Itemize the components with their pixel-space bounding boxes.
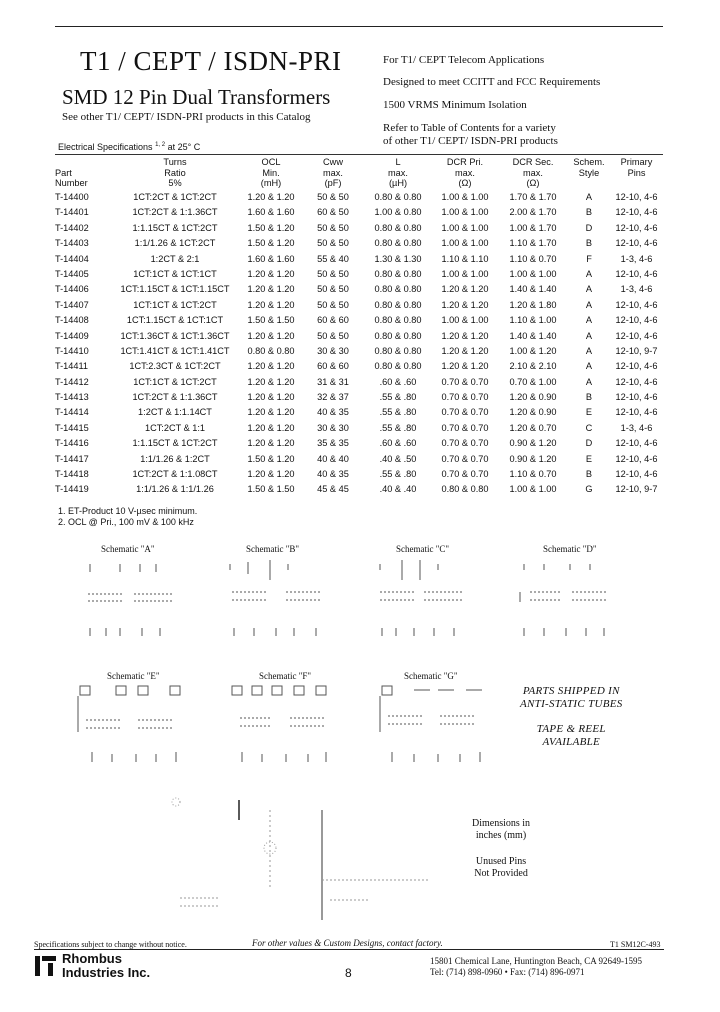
- table-row: [55, 223, 663, 238]
- table-cell: A: [585, 315, 593, 326]
- table-cell: 12-10, 4-6: [615, 438, 658, 449]
- table-cell: 0.70 & 0.70: [441, 392, 489, 403]
- table-cell: T-14400: [55, 192, 89, 202]
- table-row: [55, 300, 663, 315]
- table-cell: 1CT:2CT & 1:1.08CT: [132, 469, 218, 480]
- table-cell: T-14408: [55, 315, 89, 326]
- table-cell: 1:1/1.26 & 1:1/1.26: [136, 484, 214, 495]
- table-cell: 60 & 60: [317, 315, 349, 326]
- feature-line: Refer to Table of Contents for a variety: [383, 122, 556, 134]
- table-cell: 1.10 & 1.10: [441, 253, 489, 264]
- table-row: [55, 484, 663, 499]
- schematic-e-diagram: [76, 682, 196, 772]
- table-cell: 1CT:1CT & 1CT:1CT: [133, 268, 217, 279]
- feature-line: 1500 VRMS Minimum Isolation: [383, 99, 527, 111]
- table-cell: .40 & .50: [379, 453, 417, 464]
- page-title: T1 / CEPT / ISDN-PRI: [80, 46, 342, 76]
- table-cell: 1-3, 4-6: [620, 422, 653, 433]
- table-cell: B: [585, 238, 593, 249]
- table-cell: 1.00 & 1.00: [441, 238, 489, 249]
- table-row: [55, 469, 663, 484]
- table-cell: 2.10 & 2.10: [509, 361, 557, 372]
- table-cell: 0.70 & 0.70: [441, 376, 489, 387]
- table-cell: 1.50 & 1.20: [247, 238, 295, 249]
- note-1: 1. ET-Product 10 V-µsec minimum.: [58, 506, 198, 516]
- table-cell: 0.80 & 0.80: [374, 315, 422, 326]
- table-cell: 0.70 & 0.70: [441, 453, 489, 464]
- table-cell: .40 & .40: [379, 484, 417, 495]
- table-cell: T-14404: [55, 253, 89, 264]
- table-cell: 0.80 & 0.80: [374, 238, 422, 249]
- table-cell: F: [586, 253, 592, 264]
- schematic-b-title: Schematic "B": [246, 544, 300, 554]
- table-cell: B: [585, 207, 593, 218]
- table-cell: 1CT:1CT & 1CT:2CT: [133, 299, 217, 310]
- shipping-line: TAPE & REEL: [536, 723, 606, 735]
- table-cell: T-14403: [55, 238, 89, 249]
- table-cell: 1.20 & 1.20: [247, 268, 295, 279]
- table-cell: T-14407: [55, 299, 89, 310]
- table-cell: 1.20 & 0.90: [509, 407, 557, 418]
- table-cell: 1.20 & 0.90: [509, 392, 557, 403]
- table-cell: T-14413: [55, 392, 89, 403]
- table-cell: A: [585, 345, 593, 356]
- table-cell: 1.20 & 1.20: [247, 376, 295, 387]
- schematic-d-diagram: [516, 556, 616, 644]
- table-row: [55, 284, 663, 299]
- table-cell: 1:2CT & 2:1: [150, 253, 200, 264]
- table-cell: 2.00 & 1.70: [509, 207, 557, 218]
- spec-rule: [55, 154, 663, 155]
- schematic-g-title: Schematic "G": [404, 671, 458, 681]
- table-cell: T-14405: [55, 268, 89, 279]
- table-cell: 0.80 & 0.80: [374, 268, 422, 279]
- table-cell: 12-10, 4-6: [615, 192, 658, 202]
- table-row: [55, 438, 663, 453]
- column-header: DCR Pri. max. (Ω): [446, 157, 484, 188]
- table-cell: 0.70 & 0.70: [441, 422, 489, 433]
- table-row: [55, 361, 663, 376]
- table-cell: 40 & 35: [317, 407, 349, 418]
- column-header: Primary Pins: [620, 157, 653, 178]
- table-cell: 1.00 & 1.00: [441, 268, 489, 279]
- table-cell: 1CT:2.3CT & 1CT:2CT: [129, 361, 221, 372]
- table-cell: 0.80 & 0.80: [374, 361, 422, 372]
- table-cell: T-14406: [55, 284, 89, 295]
- shipping-line: PARTS SHIPPED IN: [522, 685, 620, 697]
- table-cell: 1.10 & 1.70: [509, 238, 557, 249]
- table-cell: 1.20 & 1.20: [441, 345, 489, 356]
- table-cell: 1:2CT & 1:1.14CT: [138, 407, 212, 418]
- table-cell: 1.10 & 0.70: [509, 253, 557, 264]
- spec-table: [55, 157, 663, 500]
- table-cell: 1.10 & 1.00: [509, 315, 557, 326]
- shipping-note: [520, 685, 623, 749]
- table-cell: 1.50 & 1.20: [247, 453, 295, 464]
- table-row: [55, 331, 663, 346]
- table-cell: 1.00 & 1.20: [509, 345, 557, 356]
- top-rule: [55, 26, 663, 27]
- table-cell: 0.80 & 0.80: [374, 192, 422, 202]
- table-cell: 50 & 50: [317, 192, 349, 202]
- schematic-b-diagram: [224, 556, 334, 644]
- table-cell: 1CT:1.15CT & 1CT:1CT: [126, 315, 224, 326]
- table-cell: 1:1/1.26 & 1CT:2CT: [134, 238, 216, 249]
- rhombus-logo-icon: [34, 954, 58, 978]
- table-cell: 12-10, 4-6: [615, 268, 658, 279]
- table-cell: 40 & 35: [317, 469, 349, 480]
- column-header: Part Number: [55, 167, 88, 188]
- dimensions-line: Unused Pins: [475, 856, 527, 867]
- page-subtitle: SMD 12 Pin Dual Transformers: [62, 85, 331, 109]
- table-cell: 0.80 & 0.80: [247, 345, 295, 356]
- schematic-c-title: Schematic "C": [396, 544, 450, 554]
- table-cell: 1.60 & 1.60: [247, 253, 295, 264]
- schematic-a-title: Schematic "A": [101, 544, 155, 554]
- table-cell: T-14410: [55, 345, 89, 356]
- table-cell: 45 & 45: [317, 484, 349, 495]
- table-cell: .60 & .60: [379, 438, 417, 449]
- table-cell: 0.90 & 1.20: [509, 453, 557, 464]
- table-cell: 0.80 & 0.80: [374, 284, 422, 295]
- table-cell: A: [585, 192, 593, 202]
- table-cell: A: [585, 361, 593, 372]
- table-cell: 1.30 & 1.30: [374, 253, 422, 264]
- table-cell: 12-10, 4-6: [615, 407, 658, 418]
- schematic-e-title: Schematic "E": [107, 671, 160, 681]
- table-row: [55, 346, 663, 361]
- table-cell: T-14416: [55, 438, 89, 449]
- table-cell: 1.20 & 1.20: [247, 469, 295, 480]
- table-cell: 1.20 & 1.20: [247, 438, 295, 449]
- shipping-line: ANTI-STATIC TUBES: [520, 698, 623, 710]
- table-cell: 32 & 37: [317, 392, 349, 403]
- table-cell: 1.00 & 1.00: [441, 222, 489, 233]
- table-cell: T-14418: [55, 469, 89, 480]
- table-cell: 1.20 & 1.20: [441, 361, 489, 372]
- table-cell: B: [585, 469, 593, 480]
- table-cell: A: [585, 268, 593, 279]
- table-cell: 1.20 & 1.20: [247, 422, 295, 433]
- table-cell: D: [585, 222, 593, 233]
- table-cell: 0.70 & 1.00: [509, 376, 557, 387]
- table-cell: 1-3, 4-6: [620, 284, 653, 295]
- table-cell: 12-10, 4-6: [615, 238, 658, 249]
- table-cell: 12-10, 4-6: [615, 315, 658, 326]
- table-cell: 1.20 & 1.80: [509, 299, 557, 310]
- table-cell: 1.20 & 1.20: [441, 284, 489, 295]
- dimensions-line: Not Provided: [474, 868, 528, 879]
- table-row: [55, 423, 663, 438]
- table-cell: 1.20 & 1.20: [247, 407, 295, 418]
- dimensions-line: Dimensions in: [472, 818, 531, 829]
- spec-header-row: [55, 157, 663, 192]
- table-cell: 50 & 50: [317, 222, 349, 233]
- table-cell: 1.20 & 1.20: [247, 330, 295, 341]
- table-cell: 1.00 & 1.00: [441, 207, 489, 218]
- table-row: [55, 192, 663, 207]
- table-row: [55, 269, 663, 284]
- table-row: [55, 407, 663, 422]
- table-cell: 12-10, 4-6: [615, 376, 658, 387]
- table-cell: 1:1/1.26 & 1:2CT: [140, 453, 210, 464]
- feature-line: Designed to meet CCITT and FCC Requirements: [383, 76, 601, 88]
- table-cell: 50 & 50: [317, 299, 349, 310]
- package-drawing: [150, 780, 460, 930]
- company-name: Rhombus Industries Inc.: [62, 951, 151, 980]
- column-header: OCL Min. (mH): [260, 157, 282, 188]
- table-cell: 0.70 & 0.70: [441, 407, 489, 418]
- table-cell: 1-3, 4-6: [620, 253, 653, 264]
- table-cell: 0.70 & 0.70: [441, 469, 489, 480]
- table-cell: 1.00 & 1.00: [441, 315, 489, 326]
- table-cell: 1.00 & 1.00: [441, 192, 489, 202]
- table-cell: A: [585, 376, 593, 387]
- table-cell: B: [585, 392, 593, 403]
- table-cell: 1.20 & 1.20: [247, 361, 295, 372]
- table-cell: 1.50 & 1.20: [247, 222, 295, 233]
- table-cell: .55 & .80: [379, 407, 417, 418]
- table-cell: 0.90 & 1.20: [509, 438, 557, 449]
- table-cell: 1.10 & 0.70: [509, 469, 557, 480]
- company-address: 15801 Chemical Lane, Huntington Beach, CA 92649-1595 Tel: (714) 898-0960 • Fax: (714) 896-0971: [430, 956, 642, 977]
- table-cell: G: [585, 484, 593, 495]
- table-cell: 1CT:1CT & 1CT:2CT: [133, 376, 217, 387]
- table-cell: 1:1.15CT & 1CT:2CT: [132, 222, 218, 233]
- table-cell: 1.00 & 1.70: [509, 222, 557, 233]
- table-cell: E: [585, 407, 593, 418]
- table-cell: 60 & 60: [317, 361, 349, 372]
- table-cell: 0.70 & 0.70: [441, 438, 489, 449]
- table-cell: 1CT:1.36CT & 1CT:1.36CT: [120, 330, 230, 341]
- table-cell: 50 & 50: [317, 284, 349, 295]
- disclaimer: Specifications subject to change without notice.: [34, 940, 187, 949]
- page-number: 8: [345, 966, 352, 980]
- table-cell: 1.20 & 0.70: [509, 422, 557, 433]
- schematic-g-diagram: [378, 682, 498, 772]
- table-cell: 12-10, 4-6: [615, 453, 658, 464]
- column-header: L max. (µH): [388, 157, 408, 188]
- feature-line: For T1/ CEPT Telecom Applications: [383, 54, 545, 66]
- catalog-note: See other T1/ CEPT/ ISDN-PRI products in this Catalog: [62, 111, 311, 123]
- table-cell: T-14414: [55, 407, 89, 418]
- table-cell: D: [585, 438, 593, 449]
- table-cell: 1.40 & 1.40: [509, 284, 557, 295]
- table-cell: T-14412: [55, 376, 89, 387]
- table-cell: 12-10, 4-6: [615, 361, 658, 372]
- table-cell: 1.20 & 1.20: [441, 299, 489, 310]
- column-header: Turns Ratio 5%: [163, 157, 187, 188]
- table-cell: 12-10, 9-7: [615, 345, 658, 356]
- column-header: Schem. Style: [573, 157, 605, 178]
- table-cell: 50 & 50: [317, 330, 349, 341]
- table-cell: 1CT:2CT & 1:1.36CT: [132, 207, 218, 218]
- table-cell: 1:1.15CT & 1CT:2CT: [132, 438, 218, 449]
- table-cell: T-14411: [55, 361, 89, 372]
- table-row: [55, 454, 663, 469]
- table-cell: A: [585, 299, 593, 310]
- table-cell: 1CT:2CT & 1:1.36CT: [132, 392, 218, 403]
- table-cell: 1.50 & 1.50: [247, 484, 295, 495]
- table-cell: 1CT:2CT & 1CT:2CT: [133, 192, 217, 202]
- table-cell: 1.70 & 1.70: [509, 192, 557, 202]
- table-cell: T-14409: [55, 330, 89, 341]
- table-cell: 31 & 31: [317, 376, 349, 387]
- table-cell: 0.80 & 0.80: [374, 345, 422, 356]
- table-cell: .55 & .80: [379, 422, 417, 433]
- table-cell: T-14415: [55, 422, 89, 433]
- table-cell: 1CT:1.15CT & 1CT:1.15CT: [120, 284, 230, 295]
- table-cell: 12-10, 9-7: [615, 484, 658, 495]
- table-cell: A: [585, 284, 593, 295]
- bottom-rule: [34, 949, 664, 950]
- table-cell: 40 & 40: [317, 453, 349, 464]
- table-cell: 1CT:1.41CT & 1CT:1.41CT: [120, 345, 230, 356]
- feature-line: of other T1/ CEPT/ ISDN-PRI products: [383, 135, 558, 147]
- table-cell: 0.80 & 0.80: [374, 330, 422, 341]
- table-cell: 1.50 & 1.50: [247, 315, 295, 326]
- table-row: [55, 238, 663, 253]
- table-cell: 0.80 & 0.80: [374, 299, 422, 310]
- schematic-f-diagram: [228, 682, 348, 772]
- table-cell: 12-10, 4-6: [615, 392, 658, 403]
- table-cell: 12-10, 4-6: [615, 222, 658, 233]
- table-cell: 50 & 50: [317, 238, 349, 249]
- table-cell: 1.00 & 1.00: [509, 268, 557, 279]
- table-cell: 1.20 & 1.20: [247, 299, 295, 310]
- schematic-d-title: Schematic "D": [543, 544, 597, 554]
- table-cell: 12-10, 4-6: [615, 207, 658, 218]
- custom-designs-note: For other values & Custom Designs, contact factory.: [252, 938, 443, 948]
- table-cell: A: [585, 330, 593, 341]
- note-2: 2. OCL @ Pri., 100 mV & 100 kHz: [58, 517, 194, 527]
- table-cell: 1.00 & 1.00: [509, 484, 557, 495]
- table-cell: 1CT:2CT & 1:1: [144, 422, 206, 433]
- table-row: [55, 392, 663, 407]
- table-cell: 12-10, 4-6: [615, 469, 658, 480]
- table-cell: T-14401: [55, 207, 89, 218]
- table-cell: E: [585, 453, 593, 464]
- table-cell: 1.40 & 1.40: [509, 330, 557, 341]
- table-cell: C: [585, 422, 593, 433]
- dimensions-line: inches (mm): [475, 830, 527, 841]
- table-cell: 1.20 & 1.20: [441, 330, 489, 341]
- table-cell: 1.20 & 1.20: [247, 392, 295, 403]
- table-cell: 60 & 50: [317, 207, 349, 218]
- schematic-c-diagram: [374, 556, 474, 644]
- table-cell: T-14417: [55, 453, 89, 464]
- spec-notes: [58, 506, 197, 528]
- table-cell: 1.00 & 0.80: [374, 207, 422, 218]
- schematic-a-diagram: [82, 556, 182, 644]
- table-cell: T-14419: [55, 484, 89, 495]
- table-cell: 12-10, 4-6: [615, 330, 658, 341]
- table-cell: .60 & .60: [379, 376, 417, 387]
- table-cell: .55 & .80: [379, 469, 417, 480]
- spec-heading: Electrical Specifications $^{1, 2}$ at 25° C: [58, 142, 201, 152]
- catalog-code: T1 SM12C-493: [610, 940, 661, 949]
- table-cell: .55 & .80: [379, 392, 417, 403]
- table-cell: 50 & 50: [317, 268, 349, 279]
- table-cell: 12-10, 4-6: [615, 299, 658, 310]
- table-row: [55, 315, 663, 330]
- table-cell: 0.80 & 0.80: [441, 484, 489, 495]
- table-row: [55, 207, 663, 222]
- shipping-line: AVAILABLE: [542, 736, 601, 748]
- table-cell: 30 & 30: [317, 345, 349, 356]
- column-header: Cww max. (pF): [323, 157, 343, 188]
- table-cell: 1.20 & 1.20: [247, 192, 295, 202]
- dimensions-note: [472, 818, 530, 880]
- table-row: [55, 254, 663, 269]
- table-cell: 35 & 35: [317, 438, 349, 449]
- table-cell: 1.60 & 1.60: [247, 207, 295, 218]
- table-cell: 55 & 40: [317, 253, 349, 264]
- table-cell: T-14402: [55, 222, 89, 233]
- table-cell: 0.80 & 0.80: [374, 222, 422, 233]
- schematic-f-title: Schematic "F": [259, 671, 312, 681]
- column-header: DCR Sec. max. (Ω): [512, 157, 554, 188]
- table-cell: 30 & 30: [317, 422, 349, 433]
- table-row: [55, 377, 663, 392]
- table-cell: 1.20 & 1.20: [247, 284, 295, 295]
